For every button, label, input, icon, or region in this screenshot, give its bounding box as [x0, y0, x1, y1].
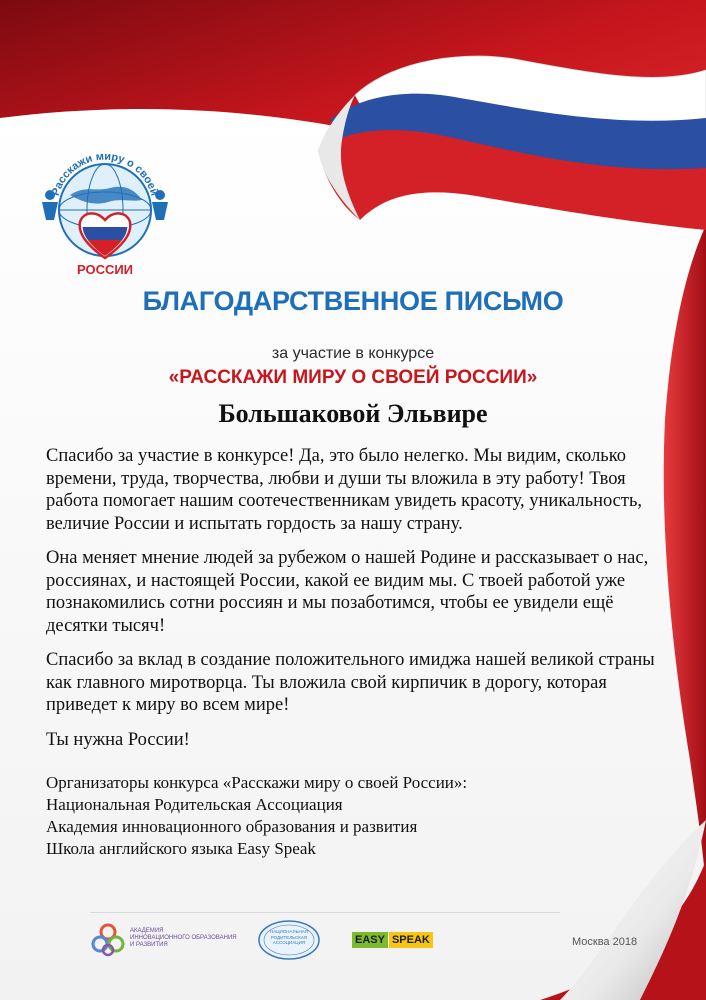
academy-rings-icon [90, 922, 126, 958]
contest-logo [30, 140, 180, 290]
nra-label-line: АССОЦИАЦИЯ [272, 940, 306, 945]
academy-label-line: АКАДЕМИЯ [130, 928, 164, 934]
organizer-item: Национальная Родительская Ассоциация [46, 795, 343, 814]
logo-top-text: Расскажи миру о своей [49, 150, 161, 198]
speak-label: SPEAK [389, 932, 433, 948]
letter-body [46, 445, 664, 763]
academy-label-line: И РАЗВИТИЯ [130, 942, 168, 948]
organizers-heading: Организаторы конкурса «Расскажи миру о своей России»: [46, 773, 468, 792]
letter-subtitle: за участие в конкурсе [271, 345, 435, 362]
body-paragraph: Спасибо за вклад в создание положительного имиджа нашей великой страны как главного миротворца. Ты вложила свой кирпичик в дорогу, которая приведет к миру во всем мире! [46, 650, 655, 715]
body-paragraph: Она меняет мнение людей за рубежом о нашей Родине и рассказывает о нас, россиянах, и настоящей России, какой ее видим мы. С твоей работой уже познакомились сотни россиян и мы позаботимся, чтобы ее увидели ещё десятки тысяч! [46, 548, 649, 636]
organizers-block [46, 772, 606, 860]
nra-label-line: РОДИТЕЛЬСКАЯ [270, 934, 308, 940]
academy-logo [90, 920, 260, 960]
letter-title: БЛАГОДАРСТВЕННОЕ ПИСЬМО [142, 286, 564, 316]
body-paragraph: Ты нужна России! [46, 729, 190, 750]
nra-label-line: НАЦИОНАЛЬНАЯ [269, 929, 309, 934]
organizer-item: Академия инновационного образования и развития [46, 817, 418, 836]
logo-bottom-text: РОССИИ [76, 262, 134, 277]
recipient-name: Большаковой Эльвире [218, 399, 488, 428]
contest-name: «РАССКАЖИ МИРУ О СВОЕЙ РОССИИ» [168, 367, 538, 388]
body-paragraph: Спасибо за участие в конкурсе! Да, это было нелегко. Мы видим, сколько времени, труда, творчества, любви и души ты вложила в эту работу! Твоя работа помогает нашим соотечественникам увидеть красоту, уникальность, величие России и испытать гордость за нашу страну. [46, 446, 643, 534]
easy-label: EASY [352, 932, 388, 948]
nra-logo [256, 918, 322, 962]
organizer-item: Школа английского языка Easy Speak [46, 839, 316, 858]
academy-label-line: ИННОВАЦИОННОГО ОБРАЗОВАНИЯ [130, 935, 237, 941]
city-year: Москва 2018 [572, 936, 638, 948]
footer-divider [90, 912, 560, 913]
easy-speak-logo [352, 930, 442, 948]
